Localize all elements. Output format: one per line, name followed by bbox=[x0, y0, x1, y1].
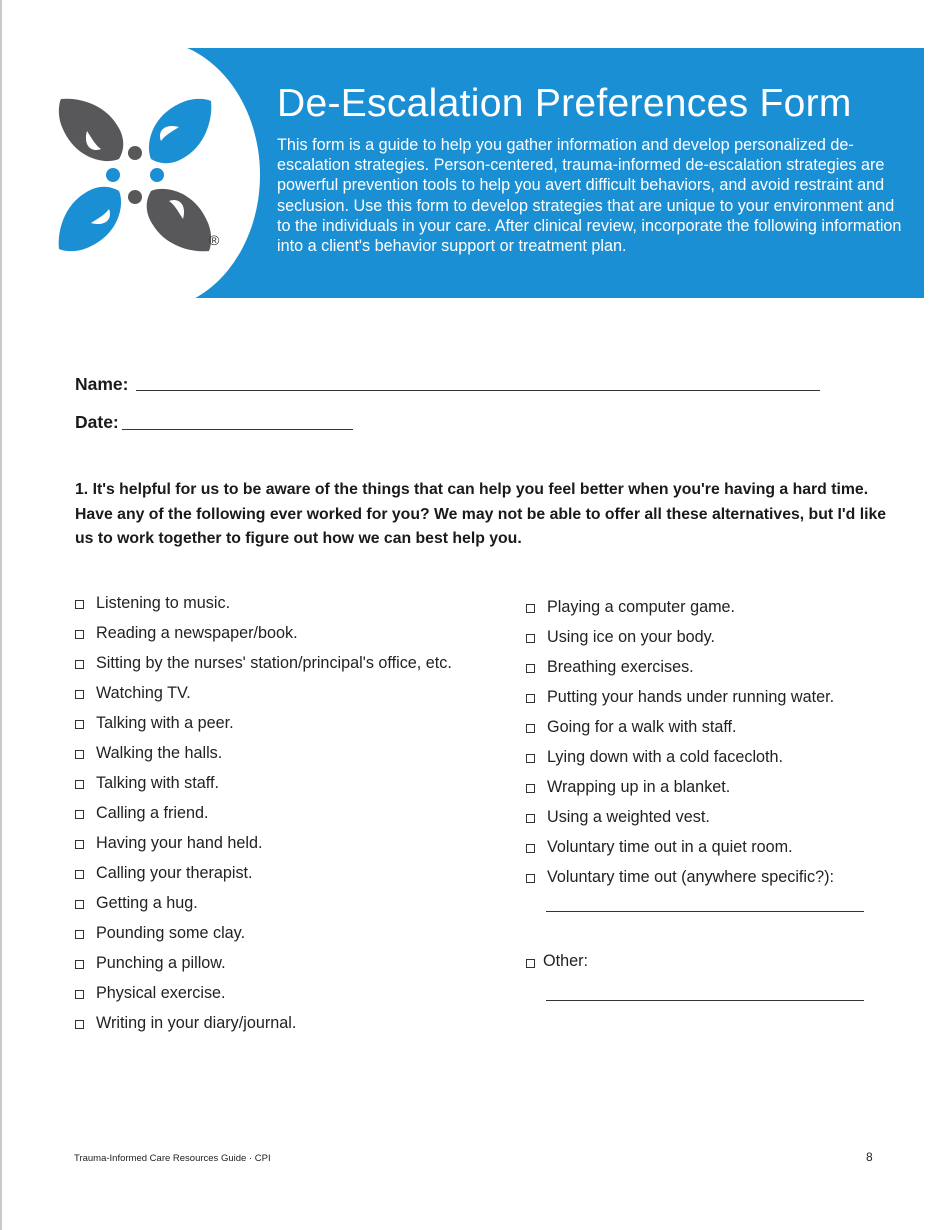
name-label: Name: bbox=[75, 374, 129, 394]
checklist-item bbox=[75, 798, 452, 828]
checkbox[interactable] bbox=[526, 874, 535, 883]
options-left-column bbox=[75, 588, 452, 1038]
checklist-item bbox=[75, 858, 452, 888]
checklist-item-label: Reading a newspaper/book. bbox=[96, 623, 298, 642]
checklist-item-label: Talking with staff. bbox=[96, 773, 219, 792]
time-out-location-field[interactable] bbox=[546, 911, 864, 912]
checklist-item-label: Going for a walk with staff. bbox=[547, 717, 737, 736]
question-1: 1. It's helpful for us to be aware of the things that can help you feel better when you're having a hard time. Have any of the following ever worked for you? We may not be able to offer all these alternatives, but I'd like us to work together to figure out how we can best help you. bbox=[75, 481, 887, 547]
cpi-logo-icon bbox=[55, 95, 215, 255]
checkbox[interactable] bbox=[526, 844, 535, 853]
checkbox[interactable] bbox=[75, 810, 84, 819]
checkbox[interactable] bbox=[526, 664, 535, 673]
checklist-item bbox=[526, 682, 834, 712]
checkbox-other[interactable] bbox=[526, 959, 535, 968]
checkbox[interactable] bbox=[75, 900, 84, 909]
checkbox[interactable] bbox=[526, 604, 535, 613]
checkbox[interactable] bbox=[526, 814, 535, 823]
checklist-item bbox=[526, 622, 834, 652]
checklist-item-label: Breathing exercises. bbox=[547, 657, 694, 676]
checklist-item bbox=[526, 802, 834, 832]
checklist-item bbox=[75, 678, 452, 708]
checklist-item-label: Writing in your diary/journal. bbox=[96, 1013, 297, 1032]
checklist-item bbox=[75, 618, 452, 648]
footer-source: Trauma-Informed Care Resources Guide · CPI bbox=[74, 1153, 271, 1164]
checklist-item-label: Watching TV. bbox=[96, 683, 191, 702]
checkbox[interactable] bbox=[75, 600, 84, 609]
other-label: Other: bbox=[543, 952, 588, 970]
checklist-item bbox=[526, 832, 834, 862]
checklist-item-label: Having your hand held. bbox=[96, 833, 263, 852]
checklist-item bbox=[75, 738, 452, 768]
checklist-item-label: Sitting by the nurses' station/principal's office, etc. bbox=[96, 653, 452, 672]
checklist-item-label: Calling a friend. bbox=[96, 803, 209, 822]
checklist-item bbox=[75, 708, 452, 738]
checkbox[interactable] bbox=[75, 1020, 84, 1029]
checklist-item bbox=[526, 862, 834, 892]
checklist-item-label: Wrapping up in a blanket. bbox=[547, 777, 731, 796]
page-edge bbox=[0, 0, 2, 1230]
checklist-item-label: Playing a computer game. bbox=[547, 597, 736, 616]
form-title: De-Escalation Preferences Form bbox=[277, 82, 852, 125]
checklist-item-label: Getting a hug. bbox=[96, 893, 198, 912]
options-right-column bbox=[526, 592, 834, 892]
other-answer-field[interactable] bbox=[546, 1000, 864, 1001]
checklist-item-label: Listening to music. bbox=[96, 593, 231, 612]
checklist-item bbox=[526, 772, 834, 802]
checklist-item bbox=[75, 768, 452, 798]
checklist-item-label: Calling your therapist. bbox=[96, 863, 253, 882]
checkbox[interactable] bbox=[526, 694, 535, 703]
checklist-item bbox=[75, 1008, 452, 1038]
checklist-item bbox=[75, 588, 452, 618]
checkbox[interactable] bbox=[75, 630, 84, 639]
checkbox[interactable] bbox=[526, 634, 535, 643]
checklist-item-label: Pounding some clay. bbox=[96, 923, 246, 942]
checklist-item-label: Using ice on your body. bbox=[547, 627, 715, 646]
name-field[interactable] bbox=[136, 390, 820, 391]
checklist-item-label: Physical exercise. bbox=[96, 983, 226, 1002]
checklist-item bbox=[526, 742, 834, 772]
checkbox[interactable] bbox=[526, 784, 535, 793]
checkbox[interactable] bbox=[75, 750, 84, 759]
checkbox[interactable] bbox=[526, 754, 535, 763]
checklist-item bbox=[526, 652, 834, 682]
checkbox[interactable] bbox=[75, 990, 84, 999]
checklist-item bbox=[75, 948, 452, 978]
checklist-item bbox=[75, 978, 452, 1008]
checkbox[interactable] bbox=[75, 690, 84, 699]
checkbox[interactable] bbox=[75, 930, 84, 939]
checklist-item bbox=[75, 888, 452, 918]
checkbox[interactable] bbox=[75, 840, 84, 849]
checklist-item bbox=[75, 828, 452, 858]
checklist-item-label: Walking the halls. bbox=[96, 743, 223, 762]
checklist-item-label: Talking with a peer. bbox=[96, 713, 234, 732]
form-intro: This form is a guide to help you gather information and develop personalized de-escalation strategies. Person-centered, trauma-informed de-escalation strategies are powerful prevention tools to help you avert difficult behaviors, and avoid restraint and seclusion. Use this form to develop strategies that are unique to your environment and to the individuals in your care. After clinical review, incorporate the following information into a client's behavior support or treatment plan. bbox=[277, 136, 902, 256]
checklist-item-label: Using a weighted vest. bbox=[547, 807, 710, 826]
checklist-item-label: Lying down with a cold facecloth. bbox=[547, 747, 784, 766]
checklist-item bbox=[75, 918, 452, 948]
checklist-item-label: Voluntary time out in a quiet room. bbox=[547, 837, 793, 856]
date-label: Date: bbox=[75, 412, 119, 432]
checklist-item-label: Putting your hands under running water. bbox=[547, 687, 835, 706]
checkbox[interactable] bbox=[75, 720, 84, 729]
checklist-item-label: Punching a pillow. bbox=[96, 953, 226, 972]
checkbox[interactable] bbox=[75, 960, 84, 969]
checkbox[interactable] bbox=[75, 660, 84, 669]
checkbox[interactable] bbox=[75, 870, 84, 879]
checklist-item-label: Voluntary time out (anywhere specific?): bbox=[547, 867, 835, 886]
other-option bbox=[526, 952, 588, 971]
page-number: 8 bbox=[866, 1150, 873, 1164]
checkbox[interactable] bbox=[75, 780, 84, 789]
checkbox[interactable] bbox=[526, 724, 535, 733]
registered-mark: ® bbox=[209, 232, 220, 248]
date-field[interactable] bbox=[122, 429, 353, 430]
checklist-item bbox=[526, 712, 834, 742]
checklist-item bbox=[75, 648, 452, 678]
checklist-item bbox=[526, 592, 834, 622]
